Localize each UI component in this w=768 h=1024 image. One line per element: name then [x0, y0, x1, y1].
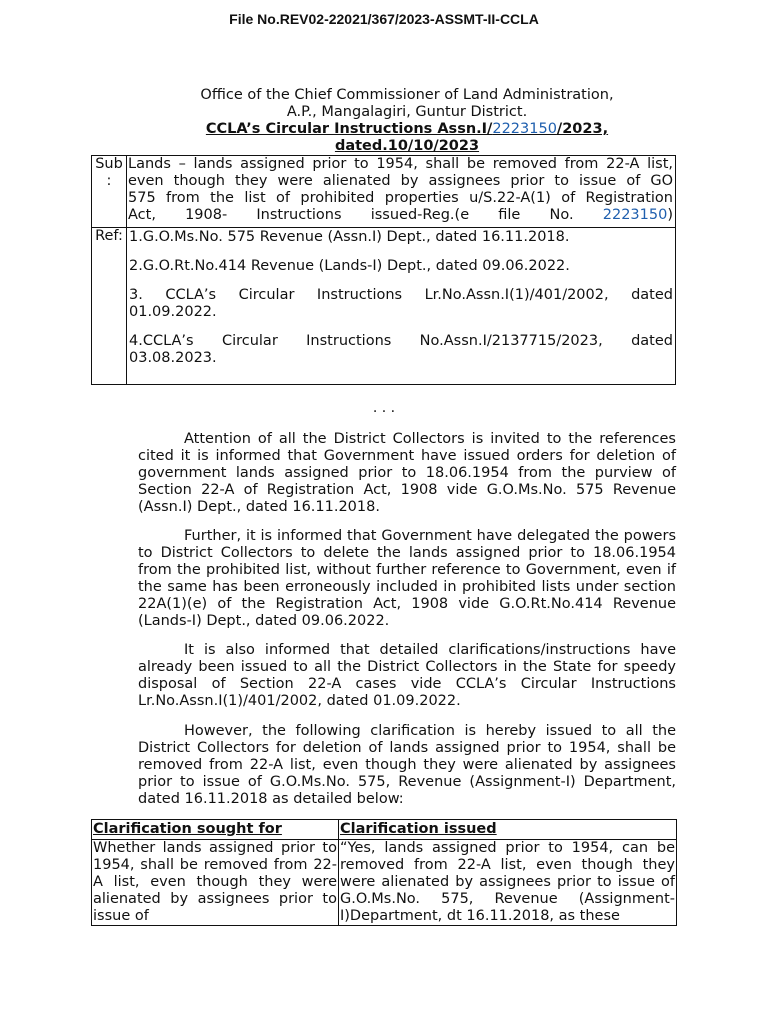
- clarification-table: [91, 819, 677, 926]
- subject-box: [91, 155, 676, 228]
- paragraph-attention: Attention of all the District Collectors is invited to the references cited it is informed that Government have issued orders for deletion of government lands assigned prior to 18.06.1954 from the purview of Section 22-A of Registration Act, 1908 vide G.O.Ms.No. 575 Revenue (Assn.I) Dept., dated 16.11.2018.: [138, 431, 676, 515]
- circular-prefix: CCLA’s Circular Instructions Assn.I/: [205, 121, 493, 137]
- paragraph-delegation: Further, it is informed that Government have delegated the powers to District Collectors to delete the lands assigned prior to 18.06.1954 from the prohibited list, without further reference to Government, even if the same has been erroneously included in prohibited lists under section 22A(1)(e) of the Registration Act, 1908 vide G.O.Rt.No.414 Revenue (Lands-I) Dept., dated 09.06.2022.: [138, 528, 676, 629]
- subject-label-colon: :: [106, 173, 112, 189]
- reference-item-3: [129, 287, 673, 321]
- reference-item-2: 2.G.O.Rt.No.414 Revenue (Lands-I) Dept., dated 09.06.2022.: [129, 258, 570, 274]
- section-separator: . . .: [372, 400, 396, 416]
- circular-date: dated.10/10/2023: [334, 138, 480, 154]
- clarification-header-row: [92, 820, 677, 840]
- subject-line-last: [128, 207, 673, 224]
- paragraph-however: However, the following clarification is hereby issued to all the District Collectors for deletion of lands assigned prior to 1954, shall be removed from 22-A list, even though they were alienated by assignees prior to issue of G.O.Ms.No. 575, Revenue (Assignment-I) Department, dated 16.11.2018 as detailed below:: [138, 723, 676, 807]
- reference-item-4: [129, 333, 673, 367]
- references-label: Ref:: [92, 228, 127, 384]
- header-clarification-sought: Clarification sought for: [92, 820, 339, 840]
- office-name: Office of the Chief Commissioner of Land Administration,: [200, 87, 614, 103]
- subject-text: [128, 156, 673, 224]
- reference-item-4-line1: 4.CCLA’s Circular Instructions No.Assn.I/2137715/2023, dated: [129, 333, 673, 349]
- circular-efile-link[interactable]: 2223150: [492, 121, 557, 137]
- reference-item-3-line2: 01.09.2022.: [129, 304, 217, 320]
- file-number: File No.REV02-22021/367/2023-ASSMT-II-CCLA: [229, 11, 539, 27]
- circular-title: [92, 121, 722, 138]
- subject-last-text: Act, 1908- Instructions issued-Reg.(e file No.: [128, 207, 603, 223]
- references-box: [91, 227, 676, 385]
- paragraph-clarifications: It is also informed that detailed clarifications/instructions have already been issued to all the District Collectors in the State for speedy disposal of Section 22-A cases vide CCLA’s Circular Instructions Lr.No.Assn.I(1)/401/2002, dated 01.09.2022.: [138, 642, 676, 709]
- subject-label-top: Sub: [95, 156, 123, 172]
- reference-item-1: 1.G.O.Ms.No. 575 Revenue (Assn.I) Dept., dated 16.11.2018.: [129, 229, 570, 245]
- table-row: [92, 840, 677, 926]
- cell-clarification-sought: Whether lands assigned prior to 1954, shall be removed from 22-A list, even though they were alienated by assignees prior to issue of: [93, 840, 337, 924]
- circular-suffix: /2023,: [556, 121, 609, 137]
- cell-clarification-issued: “Yes, lands assigned prior to 1954, can be removed from 22-A list, even though they were alienated by assignees prior to issue of G.O.Ms.No. 575, Revenue (Assignment-I)Department, dt 16.11.2018, as these: [340, 840, 675, 924]
- reference-item-4-line2: 03.08.2023.: [129, 350, 217, 366]
- header-clarification-issued: Clarification issued: [339, 820, 677, 840]
- subject-label: [92, 156, 127, 227]
- subject-efile-link[interactable]: 2223150: [602, 207, 668, 223]
- office-location: A.P., Mangalagiri, Guntur District.: [286, 104, 528, 120]
- subject-line: 575 from the list of prohibited properties u/S.22-A(1) of Registration: [128, 190, 673, 206]
- subject-line: Lands – lands assigned prior to 1954, shall be removed from 22-A list,: [128, 156, 673, 172]
- subject-last-suffix: ): [667, 207, 673, 223]
- subject-line: even though they were alienated by assignees prior to issue of GO: [128, 173, 673, 189]
- reference-item-3-line1: 3. CCLA’s Circular Instructions Lr.No.Assn.I(1)/401/2002, dated: [129, 287, 673, 303]
